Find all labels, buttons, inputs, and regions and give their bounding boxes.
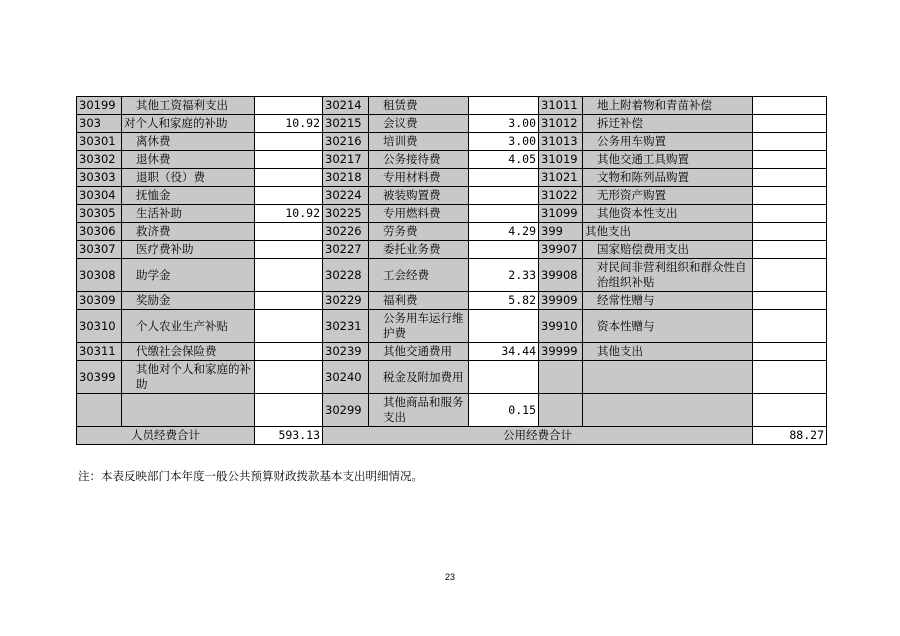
section1-code: 30306 bbox=[77, 223, 122, 241]
section1-amount bbox=[255, 151, 323, 169]
section3-code: 31011 bbox=[539, 97, 583, 115]
section2-amount: 5.82 bbox=[469, 292, 539, 310]
section1-name: 代缴社会保险费 bbox=[122, 343, 255, 361]
section1-code: 30311 bbox=[77, 343, 122, 361]
section1-amount bbox=[255, 292, 323, 310]
section3-name: 公务用车购置 bbox=[583, 133, 753, 151]
section2-name: 税金及附加费用 bbox=[369, 361, 469, 394]
section3-name: 国家赔偿费用支出 bbox=[583, 241, 753, 259]
section2-name: 工会经费 bbox=[369, 259, 469, 292]
section3-code: 31013 bbox=[539, 133, 583, 151]
section1-name: 救济费 bbox=[122, 223, 255, 241]
section1-amount bbox=[255, 97, 323, 115]
table-row bbox=[77, 223, 827, 241]
section1-code: 30308 bbox=[77, 259, 122, 292]
section1-code: 30304 bbox=[77, 187, 122, 205]
budget-detail-table bbox=[76, 96, 827, 445]
table-row bbox=[77, 361, 827, 394]
section1-code: 30309 bbox=[77, 292, 122, 310]
section2-name: 公务用车运行维护费 bbox=[369, 310, 469, 343]
table-row bbox=[77, 259, 827, 292]
section3-amount bbox=[753, 310, 827, 343]
table-row bbox=[77, 310, 827, 343]
section1-name: 退休费 bbox=[122, 151, 255, 169]
section2-code: 30226 bbox=[323, 223, 369, 241]
section3-name: 其他支出 bbox=[583, 343, 753, 361]
section1-code: 30399 bbox=[77, 361, 122, 394]
section3-amount bbox=[753, 115, 827, 133]
section2-amount: 0.15 bbox=[469, 394, 539, 427]
section1-amount bbox=[255, 169, 323, 187]
section1-amount bbox=[255, 343, 323, 361]
section3-code bbox=[539, 394, 583, 427]
section3-name: 文物和陈列品购置 bbox=[583, 169, 753, 187]
section3-name: 对民间非营利组织和群众性自治组织补贴 bbox=[583, 259, 753, 292]
table-row bbox=[77, 394, 827, 427]
section3-code bbox=[539, 361, 583, 394]
section2-amount: 2.33 bbox=[469, 259, 539, 292]
personnel-total-label: 人员经费合计 bbox=[77, 427, 255, 445]
section1-name: 医疗费补助 bbox=[122, 241, 255, 259]
section2-amount: 4.29 bbox=[469, 223, 539, 241]
section1-amount bbox=[255, 310, 323, 343]
section2-name: 被装购置费 bbox=[369, 187, 469, 205]
section1-name: 助学金 bbox=[122, 259, 255, 292]
section3-name: 地上附着物和青苗补偿 bbox=[583, 97, 753, 115]
section1-code: 30307 bbox=[77, 241, 122, 259]
section2-amount bbox=[469, 205, 539, 223]
section1-name: 对个人和家庭的补助 bbox=[122, 115, 255, 133]
section3-code: 31099 bbox=[539, 205, 583, 223]
section1-amount bbox=[255, 259, 323, 292]
section2-name: 其他商品和服务支出 bbox=[369, 394, 469, 427]
section3-code: 39999 bbox=[539, 343, 583, 361]
section1-amount bbox=[255, 241, 323, 259]
section3-name bbox=[583, 394, 753, 427]
section2-name: 租赁费 bbox=[369, 97, 469, 115]
section3-name: 拆迁补偿 bbox=[583, 115, 753, 133]
section3-amount bbox=[753, 292, 827, 310]
section2-code: 30216 bbox=[323, 133, 369, 151]
section2-amount bbox=[469, 169, 539, 187]
public-total-value: 88.27 bbox=[753, 427, 827, 445]
section2-name: 公务接待费 bbox=[369, 151, 469, 169]
table-row bbox=[77, 343, 827, 361]
section3-amount bbox=[753, 343, 827, 361]
section1-name: 其他工资福利支出 bbox=[122, 97, 255, 115]
section2-amount bbox=[469, 361, 539, 394]
section1-name: 个人农业生产补贴 bbox=[122, 310, 255, 343]
section1-code: 30199 bbox=[77, 97, 122, 115]
page-number: 23 bbox=[444, 572, 455, 582]
table-row bbox=[77, 133, 827, 151]
table-row bbox=[77, 115, 827, 133]
section2-amount: 34.44 bbox=[469, 343, 539, 361]
section3-code: 31021 bbox=[539, 169, 583, 187]
section1-amount bbox=[255, 394, 323, 427]
section2-name: 专用燃料费 bbox=[369, 205, 469, 223]
section2-code: 30227 bbox=[323, 241, 369, 259]
section2-code: 30231 bbox=[323, 310, 369, 343]
section1-name: 生活补助 bbox=[122, 205, 255, 223]
section3-amount bbox=[753, 205, 827, 223]
personnel-total-value: 593.13 bbox=[255, 427, 323, 445]
section2-name: 委托业务费 bbox=[369, 241, 469, 259]
section1-amount: 10.92 bbox=[255, 205, 323, 223]
section3-amount bbox=[753, 187, 827, 205]
section3-amount bbox=[753, 169, 827, 187]
section1-code bbox=[77, 394, 122, 427]
table-footnote: 注：本表反映部门本年度一般公共预算财政拨款基本支出明细情况。 bbox=[78, 469, 423, 483]
section2-code: 30225 bbox=[323, 205, 369, 223]
section2-code: 30215 bbox=[323, 115, 369, 133]
section3-amount bbox=[753, 223, 827, 241]
section3-name: 其他支出 bbox=[583, 223, 753, 241]
table-body bbox=[77, 97, 827, 427]
section3-amount bbox=[753, 133, 827, 151]
section3-name: 其他交通工具购置 bbox=[583, 151, 753, 169]
section3-name: 其他资本性支出 bbox=[583, 205, 753, 223]
section2-code: 30299 bbox=[323, 394, 369, 427]
section1-code: 30310 bbox=[77, 310, 122, 343]
section2-code: 30217 bbox=[323, 151, 369, 169]
section2-code: 30229 bbox=[323, 292, 369, 310]
section2-code: 30239 bbox=[323, 343, 369, 361]
section2-amount bbox=[469, 97, 539, 115]
section3-code: 31019 bbox=[539, 151, 583, 169]
section2-code: 30228 bbox=[323, 259, 369, 292]
table-row bbox=[77, 241, 827, 259]
section3-name bbox=[583, 361, 753, 394]
section2-amount bbox=[469, 241, 539, 259]
section3-code: 39910 bbox=[539, 310, 583, 343]
section3-amount bbox=[753, 259, 827, 292]
section3-code: 39907 bbox=[539, 241, 583, 259]
section2-name: 福利费 bbox=[369, 292, 469, 310]
section2-amount bbox=[469, 310, 539, 343]
section1-code: 30305 bbox=[77, 205, 122, 223]
section1-name: 抚恤金 bbox=[122, 187, 255, 205]
section2-name: 专用材料费 bbox=[369, 169, 469, 187]
section1-code: 30301 bbox=[77, 133, 122, 151]
section1-amount bbox=[255, 133, 323, 151]
section3-amount bbox=[753, 97, 827, 115]
table-row bbox=[77, 187, 827, 205]
section2-name: 培训费 bbox=[369, 133, 469, 151]
section2-amount: 3.00 bbox=[469, 133, 539, 151]
section3-amount bbox=[753, 241, 827, 259]
table-row bbox=[77, 97, 827, 115]
section3-amount bbox=[753, 361, 827, 394]
section3-code: 31022 bbox=[539, 187, 583, 205]
section1-code: 30302 bbox=[77, 151, 122, 169]
public-total-label: 公用经费合计 bbox=[323, 427, 753, 445]
section2-code: 30240 bbox=[323, 361, 369, 394]
section2-name: 会议费 bbox=[369, 115, 469, 133]
section3-name: 无形资产购置 bbox=[583, 187, 753, 205]
section3-code: 399 bbox=[539, 223, 583, 241]
section3-code: 31012 bbox=[539, 115, 583, 133]
section3-amount bbox=[753, 394, 827, 427]
section3-amount bbox=[753, 151, 827, 169]
section1-code: 303 bbox=[77, 115, 122, 133]
section1-amount bbox=[255, 361, 323, 394]
section3-name: 经常性赠与 bbox=[583, 292, 753, 310]
section3-name: 资本性赠与 bbox=[583, 310, 753, 343]
section1-amount bbox=[255, 223, 323, 241]
section2-amount: 3.00 bbox=[469, 115, 539, 133]
section3-code: 39908 bbox=[539, 259, 583, 292]
table-row bbox=[77, 205, 827, 223]
section1-name: 奖励金 bbox=[122, 292, 255, 310]
section2-amount bbox=[469, 187, 539, 205]
section1-amount bbox=[255, 187, 323, 205]
section2-code: 30224 bbox=[323, 187, 369, 205]
section2-amount: 4.05 bbox=[469, 151, 539, 169]
section2-code: 30218 bbox=[323, 169, 369, 187]
section1-name: 其他对个人和家庭的补助 bbox=[122, 361, 255, 394]
table-row bbox=[77, 169, 827, 187]
section1-name: 退职（役）费 bbox=[122, 169, 255, 187]
section2-code: 30214 bbox=[323, 97, 369, 115]
table-row bbox=[77, 151, 827, 169]
section1-name: 离休费 bbox=[122, 133, 255, 151]
totals-row bbox=[77, 427, 827, 445]
table-row bbox=[77, 292, 827, 310]
section1-amount: 10.92 bbox=[255, 115, 323, 133]
section3-code: 39909 bbox=[539, 292, 583, 310]
section2-name: 其他交通费用 bbox=[369, 343, 469, 361]
section1-code: 30303 bbox=[77, 169, 122, 187]
section1-name bbox=[122, 394, 255, 427]
section2-name: 劳务费 bbox=[369, 223, 469, 241]
